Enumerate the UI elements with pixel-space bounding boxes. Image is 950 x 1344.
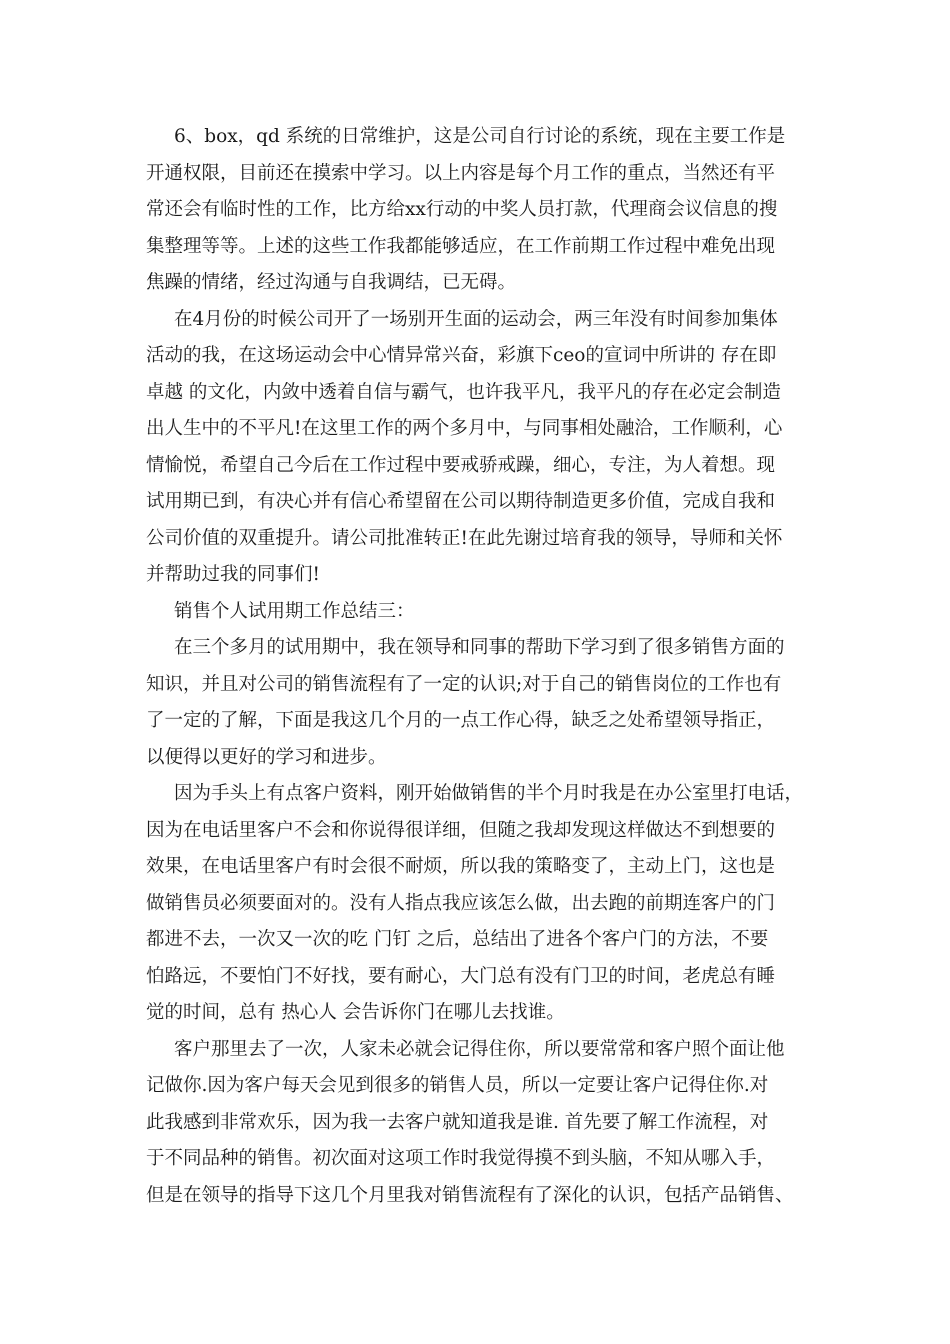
text-line: 觉的时间，总有 热心人 会告诉你门在哪儿去找谁。 (146, 1002, 565, 1023)
text-line: 情愉悦，希望自己今后在工作过程中要戒骄戒躁，细心，专注，为人着想。现 (146, 454, 776, 476)
text-line: 知识，并且对公司的销售流程有了一定的认识;对于自己的销售岗位的工作也有 (146, 673, 782, 695)
text-line: 都进不去，一次又一次的吃 门钉 之后，总结出了进各个客户门的方法，不要 (146, 929, 769, 950)
text-line: 卓越 的文化，内敛中透着自信与霸气，也许我平凡，我平凡的存在必定会制造 (146, 381, 781, 403)
text-line: 此我感到非常欢乐，因为我一去客户就知道我是谁. 首先要了解工作流程，对 (146, 1111, 769, 1133)
text-line: 在三个多月的试用期中，我在领导和同事的帮助下学习到了很多销售方面的 (174, 637, 785, 658)
text-line: 焦躁的情绪，经过沟通与自我调结，已无碍。 (146, 272, 517, 293)
text-line: 怕路远，不要怕门不好找，要有耐心，大门总有没有门卫的时间，老虎总有睡 (146, 965, 776, 987)
text-line: 开通权限，目前还在摸索中学习。以上内容是每个月工作的重点，当然还有平 (146, 162, 776, 184)
text-line: 了一定的了解，下面是我这几个月的一点工作心得，缺乏之处希望领导指正， (146, 710, 776, 731)
document-body (146, 119, 826, 1214)
text-line: 因为手头上有点客户资料，刚开始做销售的半个月时我是在办公室里打电话， (174, 783, 804, 804)
text-line: 记做你.因为客户每天会见到很多的销售人员，所以一定要让客户记得住你.对 (146, 1075, 769, 1096)
text-line: 效果，在电话里客户有时会很不耐烦，所以我的策略变了，主动上门，这也是 (146, 856, 776, 877)
text-line: 6、box，qd 系统的日常维护，这是公司自行讨论的系统，现在主要工作是 (174, 126, 786, 147)
text-line: 并帮助过我的同事们! (146, 564, 320, 585)
text-line: 于不同品种的销售。初次面对这项工作时我觉得摸不到头脑，不知从哪入手， (146, 1148, 776, 1169)
text-line: 但是在领导的指导下这几个月里我对销售流程有了深化的认识，包括产品销售、 (146, 1184, 794, 1206)
text-line: 以便得以更好的学习和进步。 (146, 746, 387, 768)
text-line: 在4月份的时候公司开了一场别开生面的运动会，两三年没有时间参加集体 (174, 308, 778, 330)
text-line: 做销售员必须要面对的。没有人指点我应该怎么做，出去跑的前期连客户的门 (146, 892, 776, 914)
text-line: 出人生中的不平凡!在这里工作的两个多月中，与同事相处融洽，工作顺利，心 (146, 418, 783, 439)
text-line: 试用期已到，有决心并有信心希望留在公司以期待制造更多价值，完成自我和 (146, 491, 776, 512)
text-line: 活动的我，在这场运动会中心情异常兴奋，彩旗下ceo的宣词中所讲的 存在即 (146, 345, 777, 366)
text-line: 客户那里去了一次，人家未必就会记得住你，所以要常常和客户照个面让他 (174, 1038, 785, 1060)
text-line: 集整理等等。上述的这些工作我都能够适应，在工作前期工作过程中难免出现 (146, 235, 776, 257)
text-line: 公司价值的双重提升。请公司批准转正!在此先谢过培育我的领导，导师和关怀 (146, 527, 783, 549)
text-line: 销售个人试用期工作总结三： (174, 600, 415, 622)
text-line: 因为在电话里客户不会和你说得很详细，但随之我却发现这样做达不到想要的 (146, 819, 776, 841)
text-line: 常还会有临时性的工作，比方给xx行动的中奖人员打款，代理商会议信息的搜 (146, 199, 778, 220)
